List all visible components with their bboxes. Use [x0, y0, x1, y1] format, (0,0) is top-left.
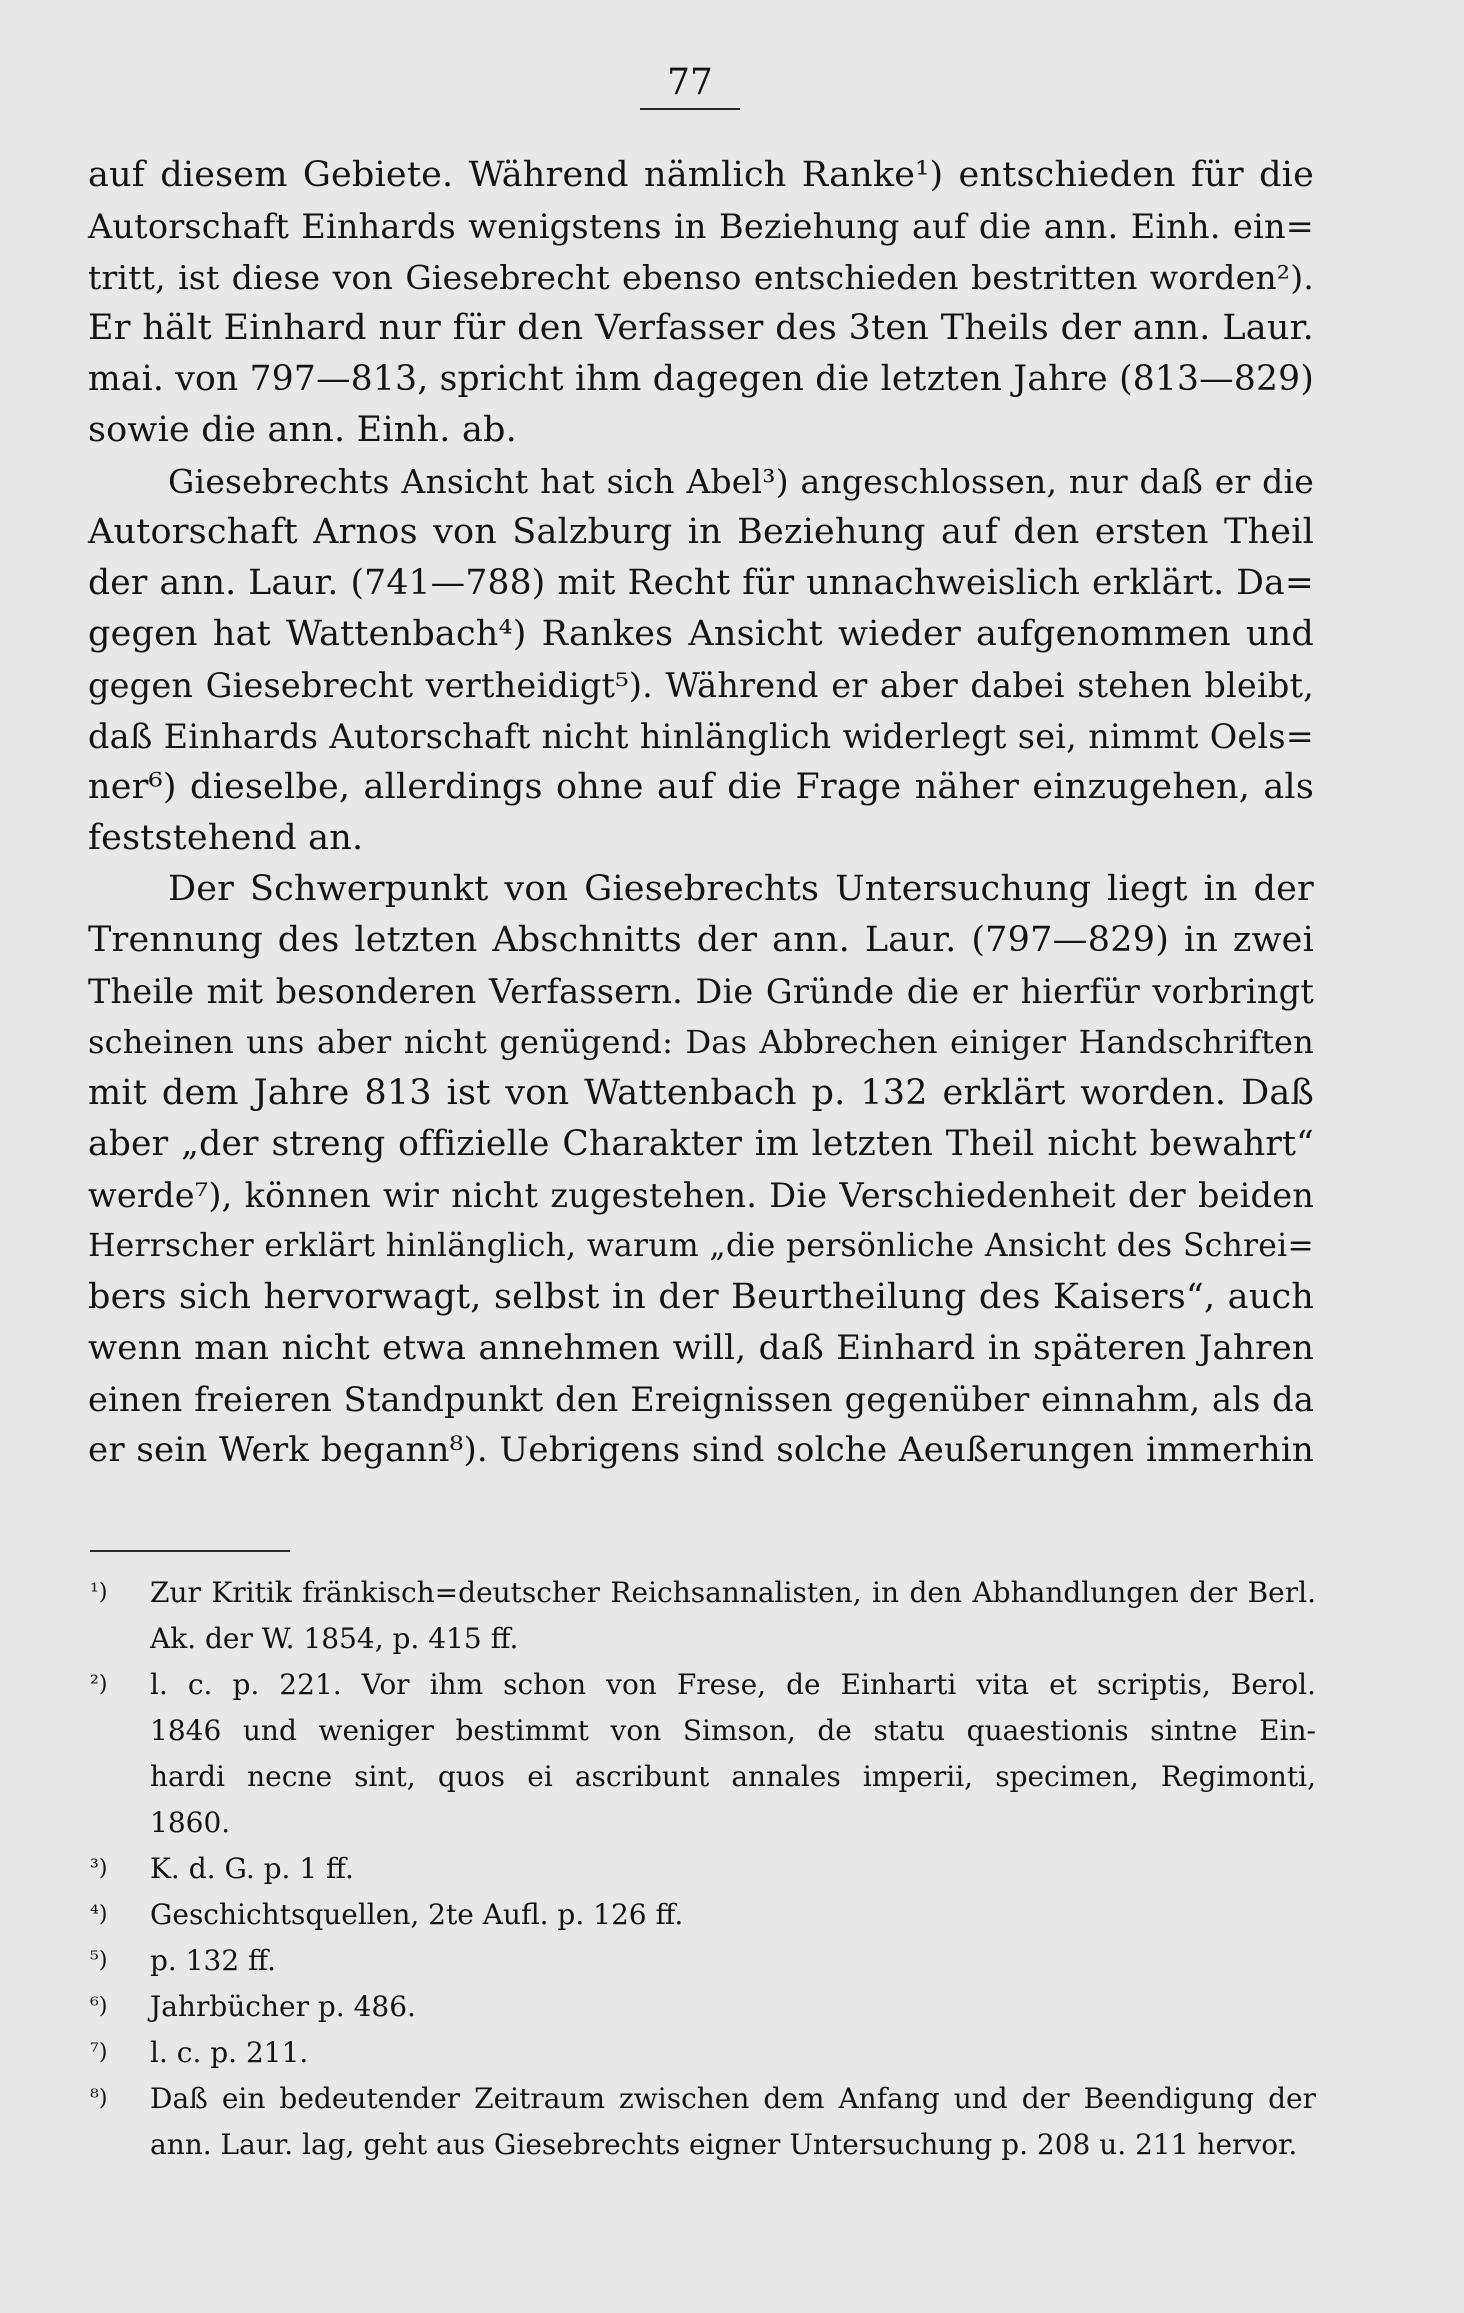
- footnote-5: [90, 1938, 1316, 1984]
- footnote-text: 1846 und weniger bestimmt von Simson, de statu quaestionis sintne Ein-: [150, 1714, 1316, 1747]
- page-number: 77: [667, 62, 713, 103]
- footnote-mark: ¹): [90, 1580, 108, 1605]
- footnote-4: [90, 1892, 1316, 1938]
- body-text: [88, 150, 1314, 1476]
- body-line: der ann. Laur. (741—788) mit Recht für unnachweislich erklärt. Da=: [88, 563, 1314, 603]
- footnote-7: [90, 2030, 1316, 2076]
- body-line: mai. von 797—813, spricht ihm dagegen die letzten Jahre (813—829): [88, 359, 1314, 399]
- footnote-3: [90, 1846, 1316, 1892]
- body-line: Trennung des letzten Abschnitts der ann. Laur. (797—829) in zwei: [88, 920, 1314, 960]
- footnote-mark: ⁵): [90, 1948, 108, 1973]
- body-line: Giesebrechts Ansicht hat sich Abel³) angeschlossen, nur daß er die: [168, 462, 1314, 501]
- body-line: tritt, ist diese von Giesebrecht ebenso entschieden bestritten worden²).: [88, 258, 1314, 297]
- body-line: Autorschaft Einhards wenigstens in Beziehung auf die ann. Einh. ein=: [88, 207, 1314, 246]
- footnote-text: ann. Laur. lag, geht aus Giesebrechts eigner Untersuchung p. 208 u. 211 hervor.: [150, 2128, 1298, 2161]
- body-line: aber „der streng offizielle Charakter im letzten Theil nicht bewahrt“: [88, 1124, 1314, 1164]
- body-line: gegen Giesebrecht vertheidigt⁵). Während er aber dabei stehen bleibt,: [88, 666, 1314, 705]
- footnote-1: [90, 1570, 1316, 1616]
- body-line: feststehend an.: [88, 818, 364, 858]
- page-number-rule: [640, 108, 740, 110]
- footnote-text: Ak. der W. 1854, p. 415 ff.: [150, 1622, 519, 1655]
- body-line: Herrscher erklärt hinlänglich, warum „die persönliche Ansicht des Schrei=: [88, 1228, 1314, 1264]
- footnote-mark: ⁴): [90, 1902, 108, 1927]
- body-line: einen freieren Standpunkt den Ereignissen gegenüber einnahm, als da: [88, 1380, 1314, 1419]
- footnote-text: p. 132 ff.: [150, 1944, 276, 1977]
- footnote-text: Daß ein bedeutender Zeitraum zwischen dem Anfang und der Beendigung der: [150, 2082, 1316, 2115]
- footnote-text: l. c. p. 211.: [150, 2036, 309, 2069]
- body-line: werde⁷), können wir nicht zugestehen. Die Verschiedenheit der beiden: [88, 1176, 1314, 1215]
- footnote-2-cont: [90, 1800, 1316, 1846]
- body-line: er sein Werk begann⁸). Uebrigens sind solche Aeußerungen immerhin: [88, 1430, 1314, 1470]
- body-line: Er hält Einhard nur für den Verfasser des 3ten Theils der ann. Laur.: [88, 308, 1314, 348]
- footnote-text: Jahrbücher p. 486.: [150, 1990, 416, 2023]
- body-line: mit dem Jahre 813 ist von Wattenbach p. 132 erklärt worden. Daß: [88, 1073, 1314, 1113]
- footnote-text: Geschichtsquellen, 2te Aufl. p. 126 ff.: [150, 1898, 684, 1931]
- body-line: wenn man nicht etwa annehmen will, daß Einhard in späteren Jahren: [88, 1328, 1314, 1368]
- body-line: auf diesem Gebiete. Während nämlich Ranke¹) entschieden für die: [88, 155, 1314, 195]
- footnote-mark: ⁷): [90, 2040, 108, 2065]
- footnote-text: K. d. G. p. 1 ff.: [150, 1852, 354, 1885]
- footnote-1-cont: [90, 1616, 1316, 1662]
- footnote-mark: ⁶): [90, 1994, 108, 2019]
- footnotes: [90, 1570, 1316, 2168]
- footnote-mark: ²): [90, 1672, 108, 1697]
- body-line: sowie die ann. Einh. ab.: [88, 410, 517, 450]
- footnote-2: [90, 1662, 1316, 1708]
- footnote-2-cont: [90, 1708, 1316, 1754]
- footnote-rule: [90, 1550, 290, 1552]
- footnote-mark: ⁸): [90, 2086, 108, 2111]
- footnote-8-cont: [90, 2122, 1316, 2168]
- footnote-text: hardi necne sint, quos ei ascribunt annales imperii, specimen, Regimonti,: [150, 1760, 1316, 1793]
- body-line: Autorschaft Arnos von Salzburg in Beziehung auf den ersten Theil: [88, 512, 1314, 552]
- footnote-text: 1860.: [150, 1806, 231, 1839]
- body-line: scheinen uns aber nicht genügend: Das Abbrechen einiger Handschriften: [88, 1023, 1314, 1061]
- footnote-text: l. c. p. 221. Vor ihm schon von Frese, de Einharti vita et scriptis, Berol.: [150, 1668, 1316, 1701]
- footnote-text: Zur Kritik fränkisch=deutscher Reichsannalisten, in den Abhandlungen der Berl.: [150, 1576, 1316, 1609]
- footnote-6: [90, 1984, 1316, 2030]
- footnote-2-cont: [90, 1754, 1316, 1800]
- body-line: daß Einhards Autorschaft nicht hinlänglich widerlegt sei, nimmt Oels=: [88, 717, 1314, 756]
- body-line: ner⁶) dieselbe, allerdings ohne auf die Frage näher einzugehen, als: [88, 767, 1314, 807]
- body-line: Der Schwerpunkt von Giesebrechts Untersuchung liegt in der: [168, 869, 1314, 909]
- body-line: Theile mit besonderen Verfassern. Die Gründe die er hierfür vorbringt: [88, 972, 1314, 1011]
- body-line: bers sich hervorwagt, selbst in der Beurtheilung des Kaisers“, auch: [88, 1277, 1314, 1317]
- footnote-8: [90, 2076, 1316, 2122]
- body-line: gegen hat Wattenbach⁴) Rankes Ansicht wieder aufgenommen und: [88, 614, 1314, 654]
- footnote-mark: ³): [90, 1856, 108, 1881]
